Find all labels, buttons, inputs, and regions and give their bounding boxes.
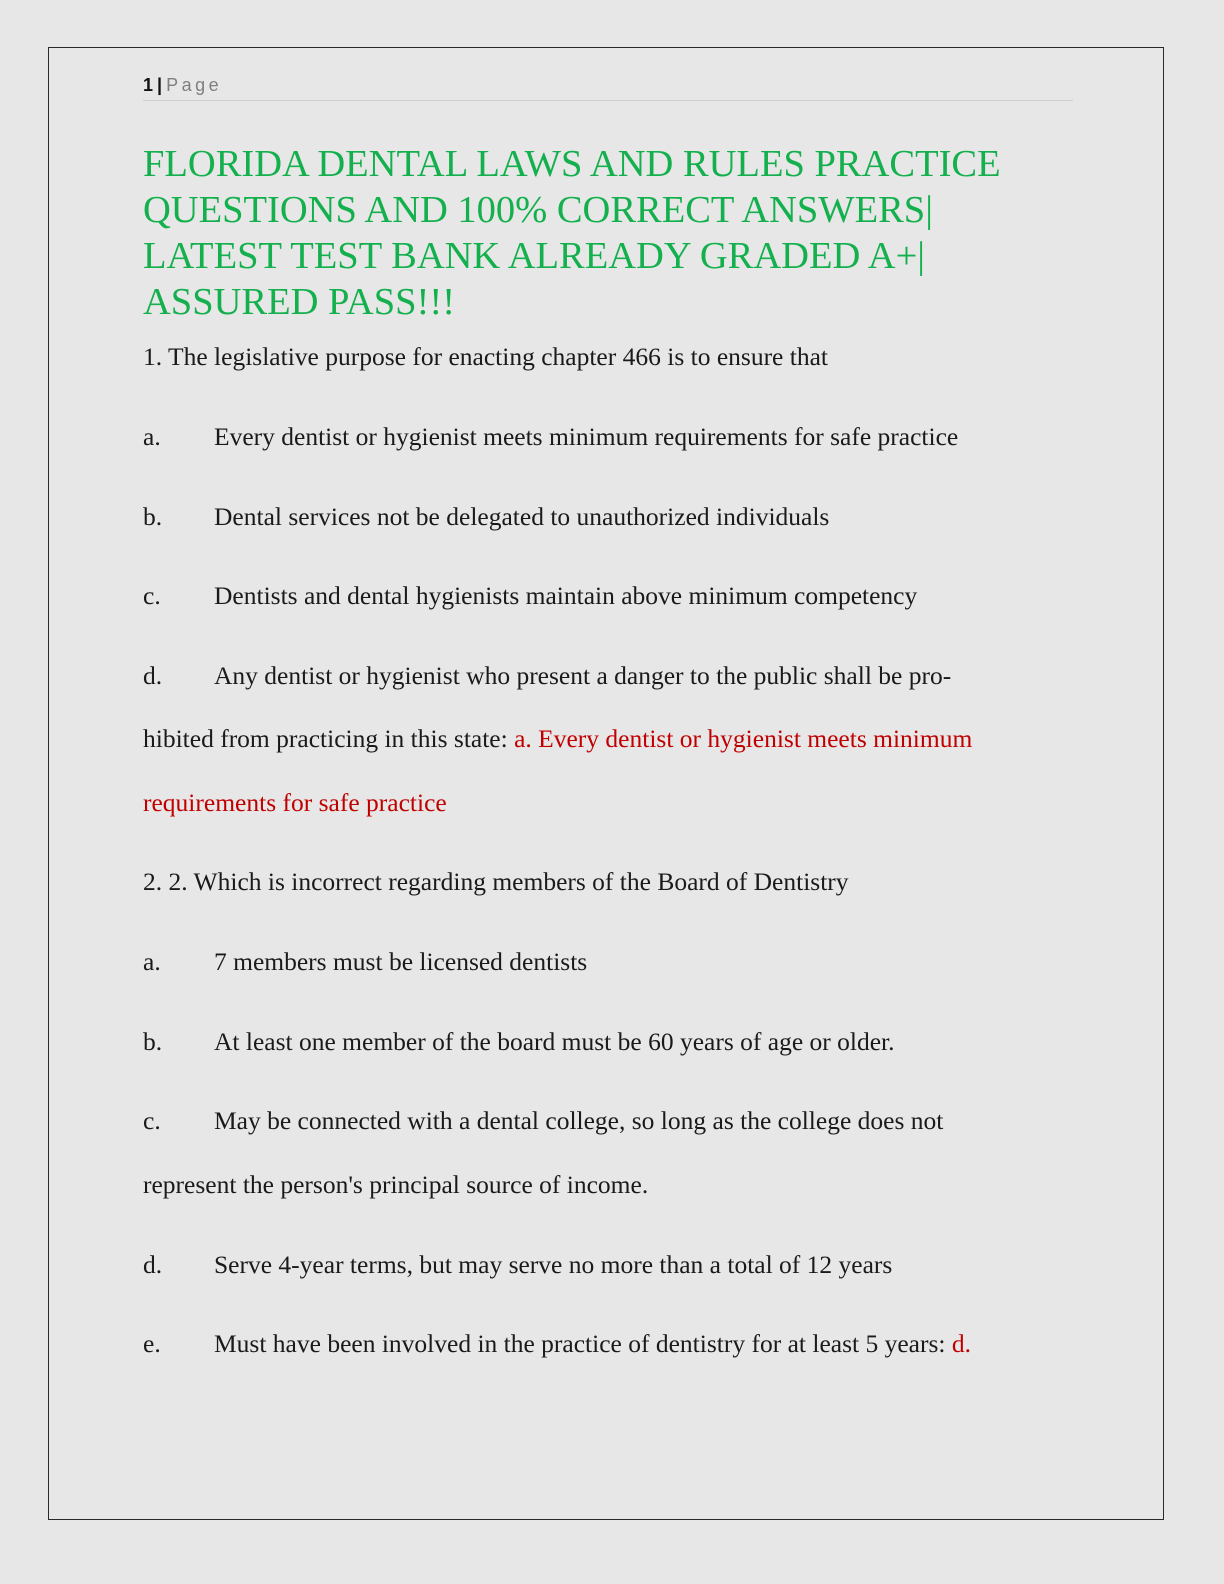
title-line-2: QUESTIONS AND 100% CORRECT ANSWERS|: [143, 189, 933, 231]
continuation-text: hibited from practicing in this state:: [143, 724, 515, 753]
option-letter: b.: [143, 1027, 163, 1056]
question-2-prompt: 2. 2. Which is incorrect regarding members of the Board of Dentistry: [143, 867, 849, 896]
question-2-option-b: [143, 1025, 895, 1059]
question-1-answer: a. Every dentist or hygienist meets minimum: [514, 724, 973, 753]
option-letter: a.: [143, 422, 161, 451]
question-1-option-c: [143, 579, 917, 613]
page-header: [143, 72, 1073, 101]
question-1-prompt: 1. The legislative purpose for enacting chapter 466 is to ensure that: [143, 342, 828, 371]
title-line-3: LATEST TEST BANK ALREADY GRADED A+|: [143, 235, 925, 277]
document-title: [143, 141, 1103, 325]
option-text: Every dentist or hygienist meets minimum requirements for safe practice: [214, 422, 959, 451]
page-number: 1: [143, 75, 154, 95]
option-letter: d.: [143, 1250, 163, 1279]
option-text: At least one member of the board must be 60 years of age or older.: [214, 1027, 895, 1056]
option-letter: e.: [143, 1329, 161, 1358]
question-2-option-e: [143, 1327, 971, 1361]
question-1-answer-continued: requirements for safe practice: [143, 788, 447, 817]
question-1-continuation: [143, 722, 972, 756]
question-1-option-a: [143, 420, 958, 454]
option-text: Any dentist or hygienist who present a danger to the public shall be pro-: [214, 661, 952, 690]
header-separator: |: [157, 75, 163, 95]
option-letter: b.: [143, 502, 163, 531]
option-text: 7 members must be licensed dentists: [214, 947, 588, 976]
question-2-option-c: [143, 1104, 943, 1138]
option-letter: c.: [143, 581, 161, 610]
option-text: May be connected with a dental college, so long as the college does not: [214, 1106, 944, 1135]
option-text: Serve 4-year terms, but may serve no more than a total of 12 years: [214, 1250, 893, 1279]
page-label: Page: [166, 75, 223, 95]
title-line-1: FLORIDA DENTAL LAWS AND RULES PRACTICE: [143, 143, 1001, 185]
option-letter: a.: [143, 947, 161, 976]
question-2-option-c-continuation: represent the person's principal source of income.: [143, 1170, 649, 1199]
option-text: Must have been involved in the practice of dentistry for at least 5 years:: [214, 1329, 952, 1358]
question-2-option-d: [143, 1248, 892, 1282]
question-1-option-d: [143, 659, 951, 693]
option-text: Dentists and dental hygienists maintain above minimum competency: [214, 581, 918, 610]
title-line-4: ASSURED PASS!!!: [143, 281, 456, 323]
option-letter: c.: [143, 1106, 161, 1135]
question-1-option-b: [143, 500, 829, 534]
option-text: Dental services not be delegated to unauthorized individuals: [214, 502, 830, 531]
question-2-answer: d.: [951, 1329, 971, 1358]
question-2-option-a: [143, 945, 587, 979]
option-letter: d.: [143, 661, 163, 690]
